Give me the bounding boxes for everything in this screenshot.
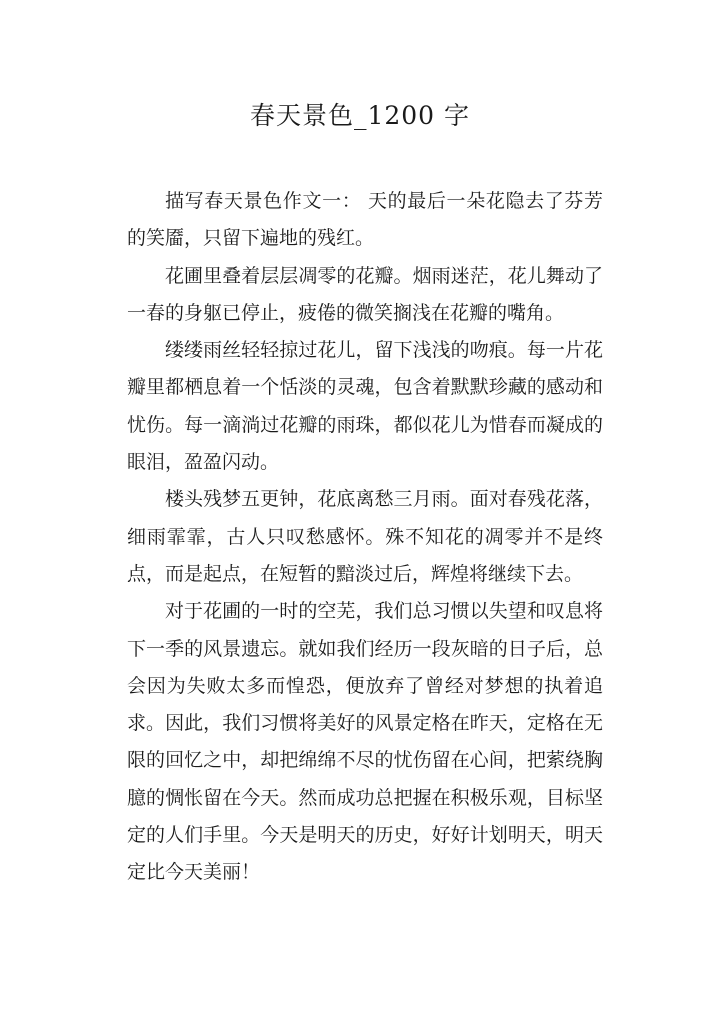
document-title: 春天景色_1200 字	[249, 101, 471, 130]
paragraph-4: 楼头残梦五更钟，花底离愁三月雨。面对春残花落，细雨霏霏，古人只叹愁感怀。殊不知花的凋零并不是终点，而是起点，在短暂的黯淡过后，辉煌将继续下去。	[127, 488, 603, 585]
paragraph-2: 花圃里叠着层层凋零的花瓣。烟雨迷茫，花儿舞动了一春的身躯已停止，疲倦的微笑搁浅在花瓣的嘴角。	[127, 264, 603, 324]
document-body	[127, 183, 603, 892]
paragraph-1: 描写春天景色作文一： 天的最后一朵花隐去了芬芳的笑靥，只留下遍地的残红。	[127, 190, 603, 250]
paragraph-3: 缕缕雨丝轻轻掠过花儿，留下浅浅的吻痕。每一片花瓣里都栖息着一个恬淡的灵魂，包含着默默珍藏的感动和忧伤。每一滴淌过花瓣的雨珠，都似花儿为惜春而凝成的眼泪，盈盈闪动。	[127, 339, 603, 474]
paragraph-5: 对于花圃的一时的空芜，我们总习惯以失望和叹息将下一季的风景遗忘。就如我们经历一段灰暗的日子后，总会因为失败太多而惶恐，便放弃了曾经对梦想的执着追求。因此，我们习惯将美好的风景定格在昨天，定格在无限的回忆之中，却把绵绵不尽的忧伤留在心间，把萦绕胸臆的惆怅留在今天。然而成功总把握在积极乐观，目标坚定的人们手里。今天是明天的历史，好好计划明天，明天定比今天美丽！	[127, 600, 603, 884]
